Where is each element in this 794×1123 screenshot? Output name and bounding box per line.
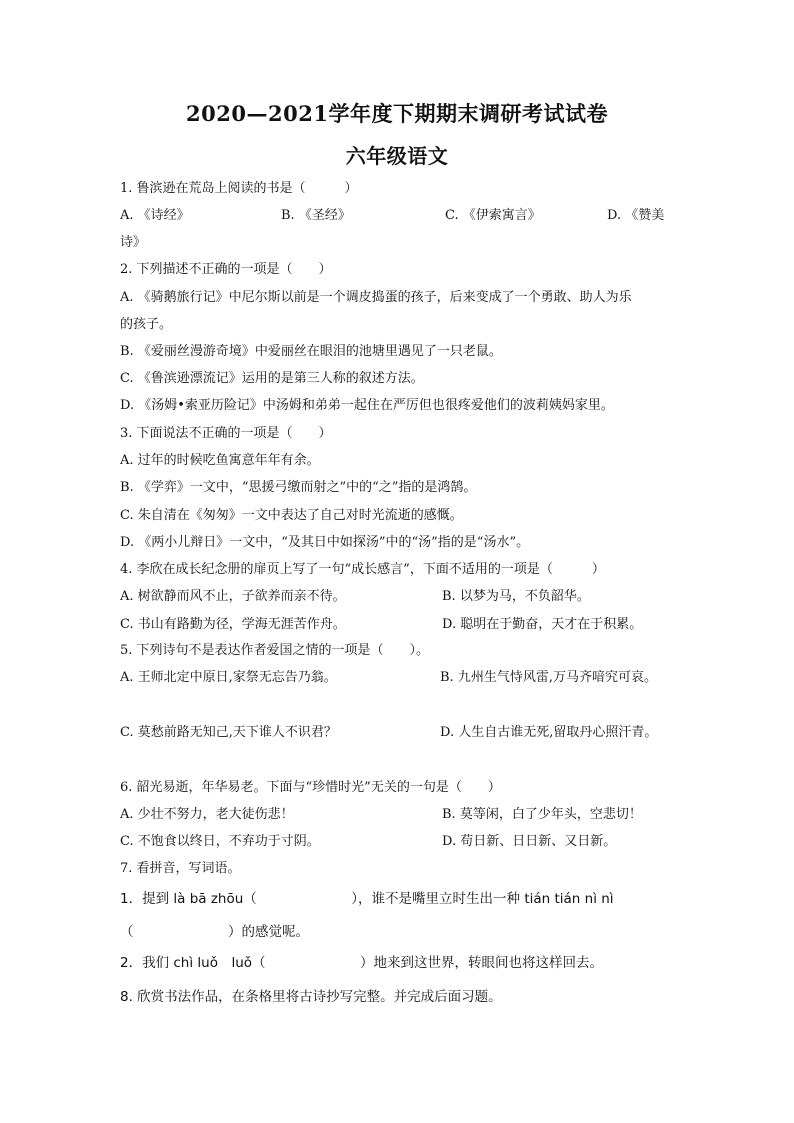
question-7-stem: 7. 看拼音，写词语。 (120, 861, 241, 876)
question-4-option-c: C. 书山有路勤为径，学海无涯苦作舟。 (120, 617, 346, 632)
page-subtitle: 六年级语文 (345, 144, 449, 168)
question-3-option-c: C. 朱自清在《匆匆》一文中表达了自己对时光流逝的感慨。 (120, 508, 463, 523)
question-3-option-d: D. 《两小儿辩日》一文中，“及其日中如探汤”中的“汤”指的是“汤水”。 (120, 535, 530, 550)
question-4-stem: 4. 李欣在成长纪念册的扉页上写了一句“成长感言”，下面不适用的一项是（ ） (120, 562, 605, 577)
question-4-option-d: D. 聪明在于勤奋，天才在于积累。 (442, 617, 643, 632)
question-4-option-a: A. 树欲静而风不止，子欲养而亲不待。 (120, 589, 346, 604)
question-5-option-b: B. 九州生气恃风雷,万马齐喑究可哀。 (440, 670, 657, 685)
question-6-option-d: D. 苟日新、日日新、又日新。 (442, 834, 617, 849)
question-6-stem: 6. 韶光易逝，年华易老。下面与“珍惜时光”无关的一句是（ ） (120, 780, 501, 795)
question-5-option-c: C. 莫愁前路无知己,天下谁人不识君？ (120, 725, 337, 740)
question-2-stem: 2. 下列描述不正确的一项是（ ） (120, 262, 332, 277)
question-5-option-d: D. 人生自古谁无死,留取丹心照汗青。 (440, 725, 658, 740)
question-5-stem: 5. 下列诗句不是表达作者爱国之情的一项是（ ）。 (120, 643, 430, 658)
question-5-option-a: A. 王师北定中原日,家祭无忘告乃翁。 (120, 670, 337, 685)
page-title: 2020—2021学年度下期期末调研考试试卷 (186, 101, 608, 126)
question-6-option-b: B. 莫等闲，白了少年头，空悲切！ (442, 807, 642, 822)
question-1-option-d-continued: 诗》 (120, 235, 147, 250)
question-4-option-b: B. 以梦为马，不负韶华。 (442, 589, 590, 604)
question-2-option-d: D. 《汤姆•索亚历险记》中汤姆和弟弟一起住在严厉但也很疼爱他们的波莉姨妈家里。 (120, 398, 614, 413)
question-1-option-c: C. 《伊索寓言》 (445, 208, 541, 223)
question-1-option-b: B. 《圣经》 (281, 208, 351, 223)
question-1-option-a: A. 《诗经》 (120, 208, 190, 223)
question-6-option-c: C. 不饱食以终日，不弃功于寸阴。 (120, 834, 320, 849)
question-8-stem: 8. 欣赏书法作品，在条格里将古诗抄写完整。并完成后面习题。 (120, 989, 502, 1005)
question-7-line-2: 2．我们 chì luǒ luǒ（ ）地来到这世界，转眼间也将这样回去。 (120, 955, 604, 971)
question-3-option-b: B. 《学弈》一文中，“思援弓缴而射之”中的“之”指的是鸿鹄。 (120, 480, 477, 495)
question-3-stem: 3. 下面说法不正确的一项是（ ） (120, 426, 332, 441)
question-7-line-1: 1．提到 là bā zhōu（ ），谁不是嘴里立时生出一种 tián tián nì nì (120, 891, 614, 907)
question-3-option-a: A. 过年的时候吃鱼寓意年年有余。 (120, 453, 320, 468)
question-1-stem: 1. 鲁滨逊在荒岛上阅读的书是（ ） (120, 181, 358, 196)
question-2-option-c: C. 《鲁滨逊漂流记》运用的是第三人称的叙述方法。 (120, 371, 424, 386)
question-1-option-d: D. 《赞美 (607, 208, 665, 223)
question-7-line-1-continued: （ ）的感觉呢。 (120, 924, 309, 940)
question-2-option-b: B. 《爱丽丝漫游奇境》中爱丽丝在眼泪的池塘里遇见了一只老鼠。 (120, 344, 502, 359)
question-6-option-a: A. 少壮不努力，老大徒伤悲！ (120, 807, 294, 822)
question-2-option-a-continued: 的孩子。 (120, 317, 173, 332)
question-2-option-a: A. 《骑鹅旅行记》中尼尔斯以前是一个调皮捣蛋的孩子，后来变成了一个勇敢、助人为乐 (120, 290, 632, 305)
